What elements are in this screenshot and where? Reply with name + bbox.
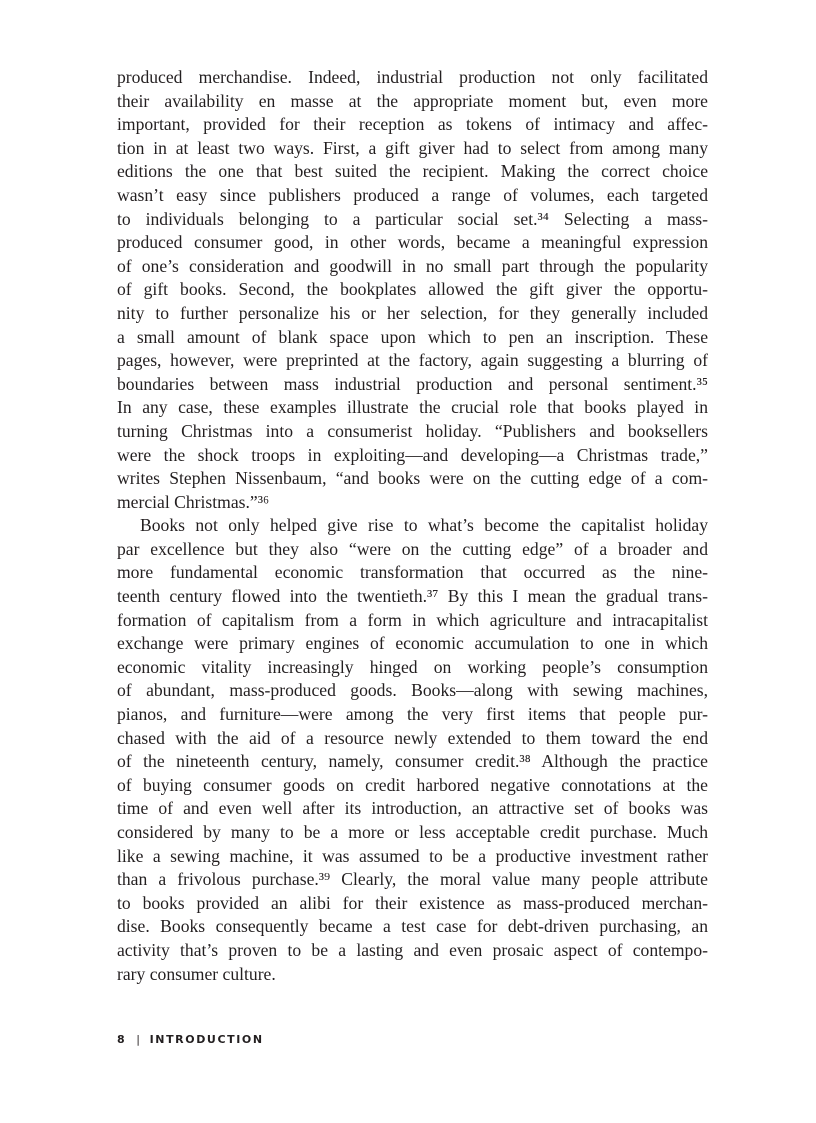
text-line: a small amount of blank space upon which to pen an inscription. These — [117, 326, 708, 347]
text-line: formation of capitalism from a form in which agriculture and intracapitalist — [117, 609, 708, 630]
text-line: dise. Books consequently became a test case for debt-driven purchasing, an — [117, 916, 708, 937]
text-line: to books provided an alibi for their existence as mass-produced merchan- — [117, 892, 708, 913]
text-line: par excellence but they also “were on the cutting edge” of a broader and — [117, 538, 708, 559]
text-line: writes Stephen Nissenbaum, “and books were on the cutting edge of a com- — [117, 468, 708, 489]
text-line: activity that’s proven to be a lasting and even prosaic aspect of contempo- — [117, 939, 708, 960]
text-line: like a sewing machine, it was assumed to be a productive investment rather — [117, 845, 708, 866]
text-line: mercial Christmas.”³⁶ — [117, 491, 270, 512]
page-number: 8 — [117, 1033, 127, 1046]
text-line: Books not only helped give rise to what’s become the capitalist holiday — [140, 515, 708, 536]
text-line: than a frivolous purchase.³⁹ Clearly, the moral value many people attribute — [117, 869, 708, 890]
text-line: tion in at least two ways. First, a gift giver had to select from among many — [117, 137, 708, 158]
text-line: more fundamental economic transformation that occurred as the nine- — [117, 562, 708, 583]
text-line: chased with the aid of a resource newly extended to them toward the end — [117, 727, 708, 748]
text-line: boundaries between mass industrial production and personal sentiment.³⁵ — [117, 373, 708, 394]
text-line: nity to further personalize his or her selection, for they generally included — [117, 302, 708, 323]
text-line: produced consumer good, in other words, became a meaningful expression — [117, 232, 708, 253]
text-line: important, provided for their reception as tokens of intimacy and affec- — [117, 114, 708, 135]
text-line: of abundant, mass-produced goods. Books—along with sewing machines, — [117, 680, 708, 701]
paragraph — [117, 66, 708, 514]
text-line: of the nineteenth century, namely, consumer credit.³⁸ Although the practice — [117, 751, 708, 772]
text-line: produced merchandise. Indeed, industrial production not only facilitated — [117, 67, 708, 87]
text-line: pianos, and furniture—were among the very first items that people pur- — [117, 704, 708, 725]
running-footer — [117, 1033, 264, 1046]
text-line: turning Christmas into a consumerist holiday. “Publishers and booksellers — [117, 420, 708, 441]
paragraph — [117, 514, 708, 986]
text-line: of one’s consideration and goodwill in no small part through the popularity — [117, 255, 708, 276]
text-line: time of and even well after its introduction, an attractive set of books was — [117, 798, 708, 819]
text-line: to individuals belonging to a particular social set.³⁴ Selecting a mass- — [117, 208, 708, 229]
body-text — [117, 66, 708, 986]
text-line: wasn’t easy since publishers produced a range of volumes, each targeted — [117, 184, 708, 205]
section-title: INTRODUCTION — [149, 1033, 264, 1046]
text-line: were the shock troops in exploiting—and developing—a Christmas trade,” — [117, 444, 708, 465]
text-line: editions the one that best suited the recipient. Making the correct choice — [117, 161, 708, 182]
text-line: of gift books. Second, the bookplates allowed the gift giver the opportu- — [117, 279, 708, 300]
text-line: of buying consumer goods on credit harbored negative connotations at the — [117, 774, 708, 795]
text-line: considered by many to be a more or less acceptable credit purchase. Much — [117, 822, 708, 842]
text-line: rary consumer culture. — [117, 963, 276, 984]
text-line: their availability en masse at the appropriate moment but, even more — [117, 90, 708, 111]
text-line: teenth century flowed into the twentieth.³⁷ By this I mean the gradual trans- — [117, 586, 708, 607]
text-line: In any case, these examples illustrate the crucial role that books played in — [117, 397, 708, 418]
text-line: exchange were primary engines of economic accumulation to one in which — [117, 633, 708, 654]
footer-separator: | — [136, 1033, 142, 1046]
text-line: pages, however, were preprinted at the factory, again suggesting a blurring of — [117, 350, 708, 371]
text-line: economic vitality increasingly hinged on working people’s consumption — [117, 656, 708, 677]
